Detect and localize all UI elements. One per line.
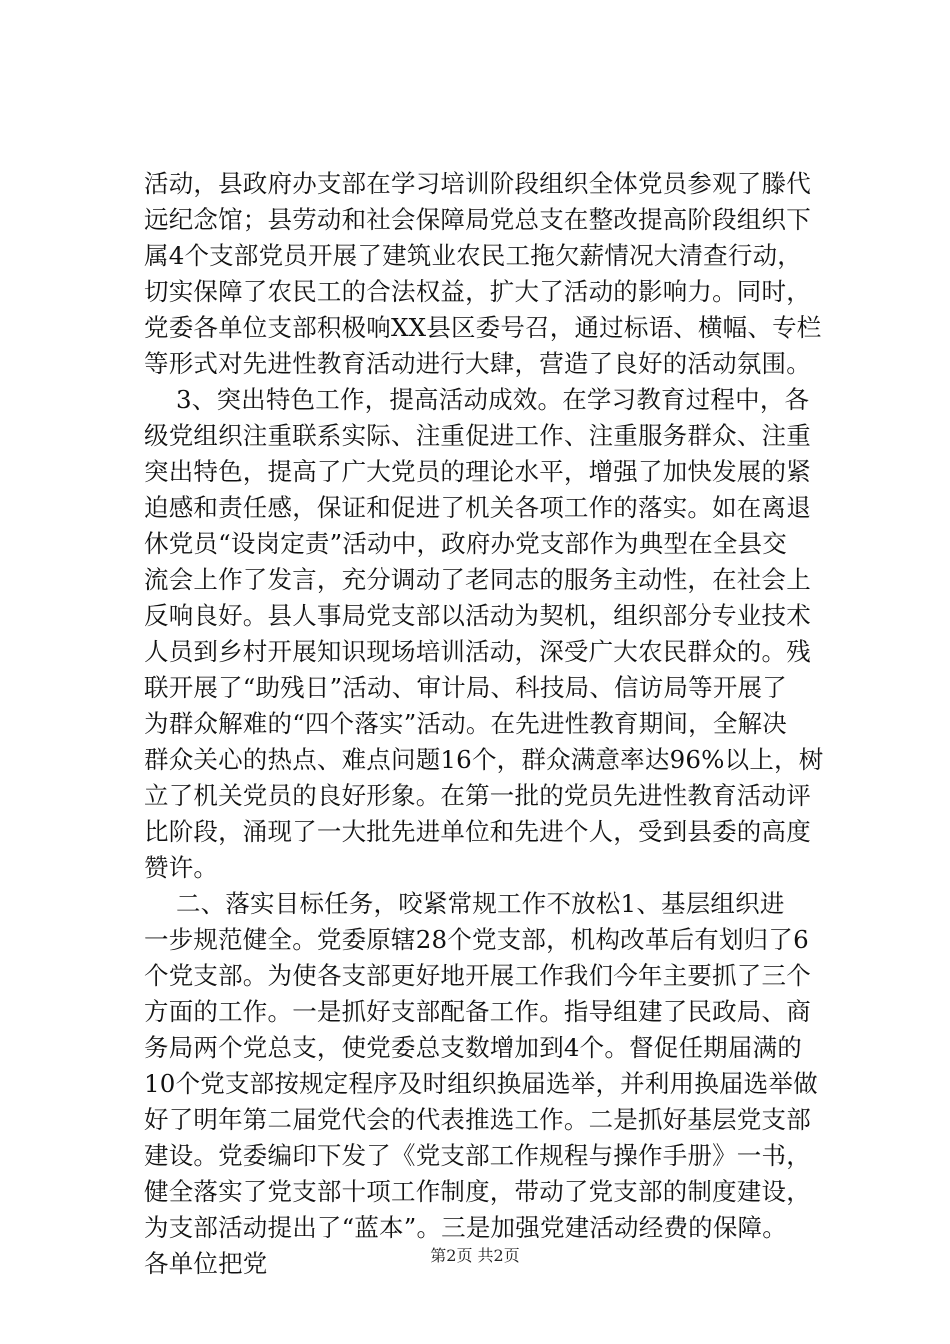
text-line: 立了机关党员的良好形象。在第一批的党员先进性教育活动评 [144, 781, 811, 810]
text-line: 流会上作了发言，充分调动了老同志的服务主动性，在社会上 [144, 565, 811, 594]
text-line: 党委各单位支部积极响XX县区委号召，通过标语、横幅、专栏 [144, 313, 822, 342]
text-line: 人员到乡村开展知识现场培训活动，深受广大农民群众的。残 [144, 637, 811, 666]
text-line: 迫感和责任感，保证和促进了机关各项工作的落实。如在离退 [144, 493, 811, 522]
text-line: 远纪念馆；县劳动和社会保障局党总支在整改提高阶段组织下 [144, 205, 811, 234]
text-line: 反响良好。县人事局党支部以活动为契机，组织部分专业技术 [144, 601, 811, 630]
text-line: 群众关心的热点、难点问题16个，群众满意率达96%以上，树 [144, 745, 824, 774]
page-footer [0, 1246, 950, 1266]
page-number-label: 第2页 共2页 [430, 1246, 520, 1265]
text-line: 个党支部。为使各支部更好地开展工作我们今年主要抓了三个 [144, 961, 811, 990]
text-line: 健全落实了党支部十项工作制度，带动了党支部的制度建设， [144, 1177, 811, 1206]
text-line: 比阶段，涌现了一大批先进单位和先进个人，受到县委的高度 [144, 817, 811, 846]
text-line: 各单位把党 [144, 1249, 268, 1278]
text-line: 休党员“设岗定责”活动中，政府办党支部作为典型在全县交 [144, 529, 787, 558]
text-line: 一步规范健全。党委原辖28个党支部，机构改革后有划归了6 [144, 925, 809, 954]
text-line: 10个党支部按规定程序及时组织换届选举，并利用换届选举做 [144, 1069, 818, 1098]
text-line: 3、突出特色工作，提高活动成效。在学习教育过程中，各 [144, 385, 810, 414]
text-line: 方面的工作。一是抓好支部配备工作。指导组建了民政局、商 [144, 997, 811, 1026]
text-line: 等形式对先进性教育活动进行大肆，营造了良好的活动氛围。 [144, 349, 811, 378]
text-line: 活动，县政府办支部在学习培训阶段组织全体党员参观了滕代 [144, 169, 811, 198]
text-line: 切实保障了农民工的合法权益，扩大了活动的影响力。同时， [144, 277, 811, 306]
text-line: 建设。党委编印下发了《党支部工作规程与操作手册》一书， [144, 1141, 811, 1170]
text-line: 为支部活动提出了“蓝本”。三是加强党建活动经费的保障。 [144, 1213, 787, 1242]
text-line: 为群众解难的“四个落实”活动。在先进性教育期间，全解决 [144, 709, 787, 738]
text-line: 级党组织注重联系实际、注重促进工作、注重服务群众、注重 [144, 421, 811, 450]
text-line: 务局两个党总支，使党委总支数增加到4个。督促任期届满的 [144, 1033, 802, 1062]
text-line: 二、落实目标任务，咬紧常规工作不放松1、基层组织进 [144, 889, 785, 918]
text-line: 突出特色，提高了广大党员的理论水平，增强了加快发展的紧 [144, 457, 811, 486]
text-line: 赞许。 [144, 853, 219, 882]
text-line: 属4个支部党员开展了建筑业农民工拖欠薪情况大清查行动， [144, 241, 802, 270]
text-line: 好了明年第二届党代会的代表推选工作。二是抓好基层党支部 [144, 1105, 811, 1134]
text-line: 联开展了“助残日”活动、审计局、科技局、信访局等开展了 [144, 673, 787, 702]
body-text [144, 166, 834, 1282]
